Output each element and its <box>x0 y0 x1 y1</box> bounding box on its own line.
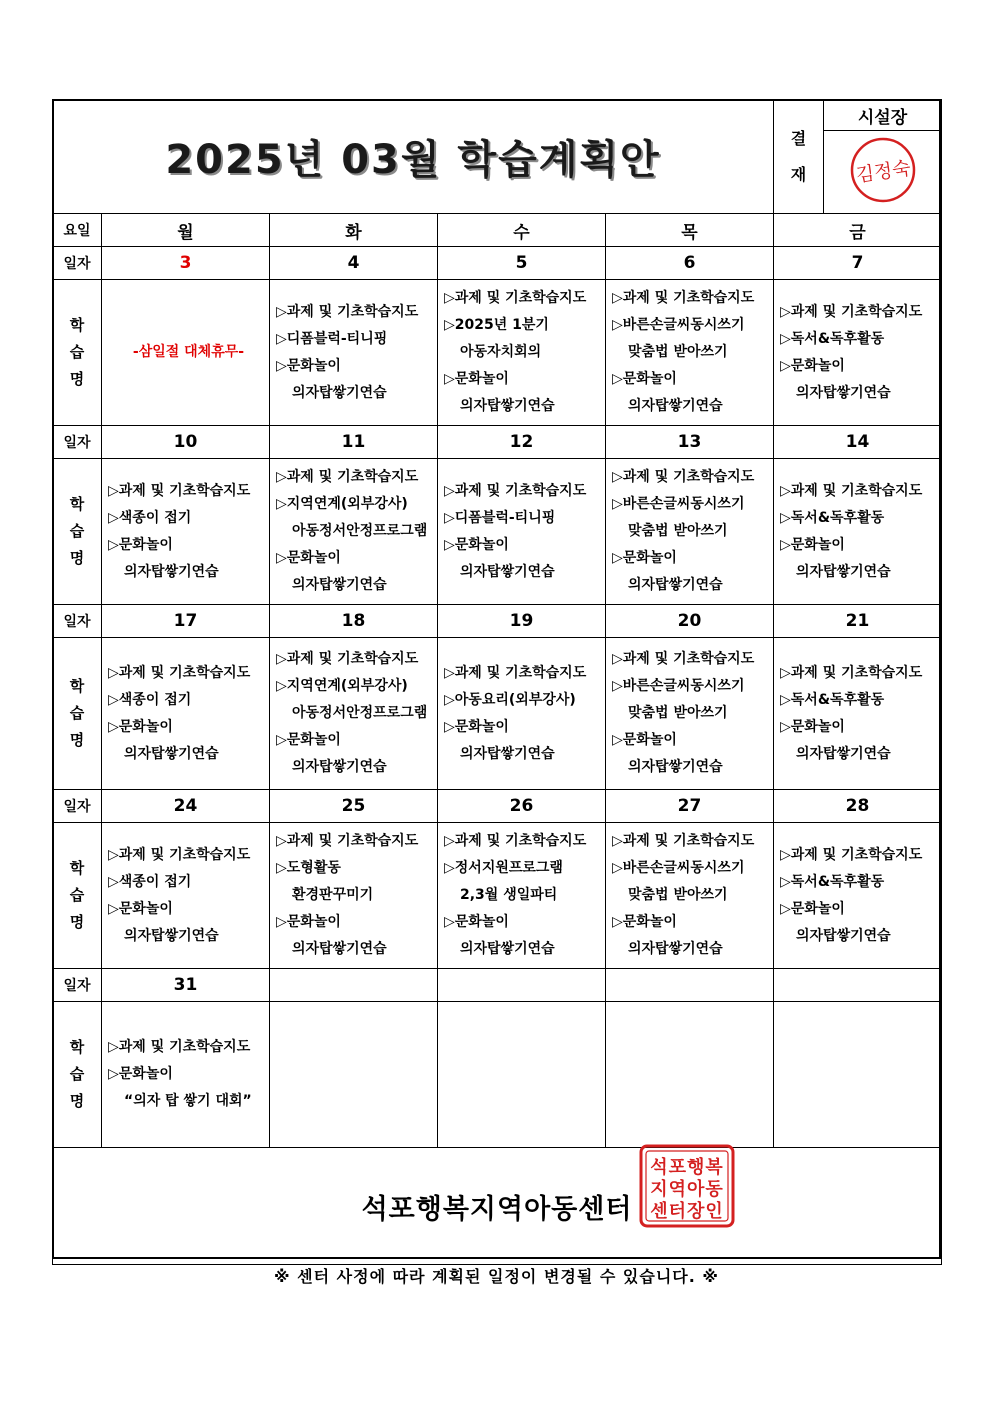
activity-line: ▷문화놀이 <box>444 718 509 735</box>
activity-line: ▷문화놀이 <box>276 914 341 930</box>
center-seal <box>638 1143 736 1229</box>
activity-line: ▷문화놀이 <box>276 357 341 374</box>
activity-line: ▷과제 및 기초학습지도 <box>612 833 755 849</box>
date-cell: 19 <box>438 605 606 638</box>
activity-line: ▷2025년 1분기 <box>444 317 549 333</box>
approval-signature-cell <box>824 131 942 214</box>
activity-label <box>53 280 102 426</box>
date-cell: 18 <box>270 605 438 638</box>
date-cell: 10 <box>102 426 270 459</box>
activity-label-char: 명 <box>69 731 85 749</box>
date-row <box>53 605 942 638</box>
activity-line: 맞춤법 받아쓰기 <box>628 523 728 539</box>
activity-line: ▷문화놀이 <box>108 718 173 735</box>
activity-line: 의자탑쌓기연습 <box>460 398 555 414</box>
activity-line: 의자탑쌓기연습 <box>460 563 555 580</box>
activity-line: ▷문화놀이 <box>612 550 677 566</box>
activity-cell <box>438 823 606 969</box>
activity-line: 아동자치회의 <box>460 344 542 360</box>
weekday-label: 요일 <box>53 214 102 247</box>
plan-table <box>52 99 942 1265</box>
activity-line: ▷과제 및 기초학습지도 <box>276 469 419 485</box>
activity-line: 의자탑쌓기연습 <box>292 384 387 401</box>
activity-line: 의자탑쌓기연습 <box>124 927 219 944</box>
activity-cell <box>270 1002 438 1148</box>
activity-line: ▷과제 및 기초학습지도 <box>612 290 755 306</box>
activity-line: ▷디폼블럭-티니핑 <box>444 509 556 526</box>
approval-label-top: 결 <box>790 128 807 148</box>
approval-label <box>774 100 824 214</box>
activity-line: 의자탑쌓기연습 <box>796 927 891 944</box>
notice-text: ※ 센터 사정에 따라 계획된 일정이 변경될 수 있습니다. ※ <box>274 1267 719 1286</box>
activity-line: 의자탑쌓기연습 <box>628 759 723 775</box>
activity-line: ▷문화놀이 <box>444 371 509 387</box>
activity-line: ▷문화놀이 <box>612 914 677 930</box>
holiday-text: -삼일절 대체휴무- <box>132 344 245 360</box>
activity-line: ▷문화놀이 <box>276 550 341 566</box>
activity-line: 2,3월 생일파티 <box>460 887 558 903</box>
date-cell: 31 <box>102 969 270 1002</box>
center-name-text: 석포행복지역아동센터 <box>361 1193 633 1225</box>
activity-line: ▷문화놀이 <box>108 536 173 553</box>
date-row <box>53 426 942 459</box>
svg-text:김정숙: 김정숙 <box>853 157 912 187</box>
approval-head: 시설장 <box>824 100 942 131</box>
activity-cell <box>774 823 942 969</box>
activity-line: ▷지역연계(외부강사) <box>276 678 408 694</box>
activity-line: ▷문화놀이 <box>612 732 677 748</box>
date-row <box>53 969 942 1002</box>
date-cell: 11 <box>270 426 438 459</box>
activity-line: ▷디폼블럭-티니핑 <box>276 330 388 347</box>
weekday-wed: 수 <box>438 214 606 247</box>
activity-cell <box>606 823 774 969</box>
activity-line: ▷문화놀이 <box>276 732 341 748</box>
activity-cell <box>102 823 270 969</box>
activity-row <box>53 280 942 426</box>
date-label: 일자 <box>53 605 102 638</box>
weekday-tue: 화 <box>270 214 438 247</box>
activity-cell <box>774 1002 942 1148</box>
activity-cell <box>102 1002 270 1148</box>
activity-label <box>53 459 102 605</box>
activity-label-char: 학 <box>69 495 85 513</box>
activity-line: 의자탑쌓기연습 <box>460 745 555 762</box>
activity-line: ▷과제 및 기초학습지도 <box>108 1039 251 1055</box>
activity-line: ▷과제 및 기초학습지도 <box>444 290 587 306</box>
activity-line: ▷문화놀이 <box>780 357 845 374</box>
activity-cell <box>438 1002 606 1148</box>
approval-label-bottom: 재 <box>790 164 807 184</box>
activity-line: ▷아동요리(외부강사) <box>444 691 576 708</box>
footer-cell <box>53 1148 942 1265</box>
activity-label-char: 학 <box>69 677 85 695</box>
date-label: 일자 <box>53 426 102 459</box>
activity-line: ▷문화놀이 <box>780 900 845 917</box>
activity-line: 의자탑쌓기연습 <box>292 577 387 593</box>
activity-cell <box>102 459 270 605</box>
activity-line: ▷과제 및 기초학습지도 <box>276 651 419 667</box>
date-cell: 4 <box>270 247 438 280</box>
activity-label-char: 명 <box>69 549 85 567</box>
date-cell <box>606 969 774 1002</box>
date-cell: 13 <box>606 426 774 459</box>
activity-row <box>53 823 942 969</box>
date-cell: 26 <box>438 790 606 823</box>
activity-cell <box>102 280 270 426</box>
activity-label-char: 명 <box>69 913 85 931</box>
activity-line: 의자탑쌓기연습 <box>628 577 723 593</box>
activity-label-char: 습 <box>69 704 85 722</box>
activity-cell <box>606 1002 774 1148</box>
activity-cell <box>438 638 606 790</box>
activity-cell <box>270 459 438 605</box>
date-cell: 28 <box>774 790 942 823</box>
date-row <box>53 790 942 823</box>
date-cell <box>438 969 606 1002</box>
date-row <box>53 247 942 280</box>
activity-line: ▷도형활동 <box>276 860 341 876</box>
activity-line: ▷과제 및 기초학습지도 <box>612 651 755 667</box>
activity-line: 아동정서안정프로그램 <box>292 523 428 539</box>
svg-text:석포행복: 석포행복 <box>649 1156 724 1178</box>
activity-line: ▷색종이 접기 <box>108 691 192 708</box>
activity-line: “의자 탑 쌓기 대회” <box>124 1093 252 1109</box>
activity-line: ▷지역연계(외부강사) <box>276 496 408 512</box>
activity-line: ▷과제 및 기초학습지도 <box>108 846 251 863</box>
activity-cell <box>438 459 606 605</box>
activity-line: ▷문화놀이 <box>444 914 509 930</box>
activity-label <box>53 823 102 969</box>
activity-line: ▷문화놀이 <box>612 371 677 387</box>
date-label: 일자 <box>53 247 102 280</box>
activity-line: ▷과제 및 기초학습지도 <box>612 469 755 485</box>
activity-cell <box>438 280 606 426</box>
activity-line: 의자탑쌓기연습 <box>628 941 723 957</box>
activity-label <box>53 638 102 790</box>
date-cell: 7 <box>774 247 942 280</box>
activity-line: ▷과제 및 기초학습지도 <box>444 664 587 681</box>
page-title: 2025년 03월 학습계획안 <box>165 137 661 183</box>
svg-text:센터장인: 센터장인 <box>649 1200 724 1222</box>
activity-line: ▷과제 및 기초학습지도 <box>780 846 923 863</box>
activity-line: ▷독서&독후활동 <box>780 509 885 526</box>
activity-line: ▷색종이 접기 <box>108 509 192 526</box>
activity-line: ▷과제 및 기초학습지도 <box>108 482 251 499</box>
activity-line: ▷과제 및 기초학습지도 <box>276 303 419 320</box>
activity-line: 맞춤법 받아쓰기 <box>628 705 728 721</box>
activity-line: ▷과제 및 기초학습지도 <box>780 303 923 320</box>
date-cell: 21 <box>774 605 942 638</box>
activity-line: ▷문화놀이 <box>108 900 173 917</box>
activity-line: ▷독서&독후활동 <box>780 691 885 708</box>
signature-seal <box>848 135 918 205</box>
activity-label-char: 명 <box>69 370 85 388</box>
title-cell <box>53 100 774 214</box>
activity-line: ▷과제 및 기초학습지도 <box>108 664 251 681</box>
activity-line: ▷문화놀이 <box>444 536 509 553</box>
activity-label-char: 학 <box>69 316 85 334</box>
activity-cell <box>774 459 942 605</box>
activity-cell <box>606 638 774 790</box>
activity-line: ▷바른손글씨동시쓰기 <box>612 860 745 876</box>
date-label: 일자 <box>53 790 102 823</box>
plan-sheet <box>52 99 941 1259</box>
activity-line: ▷바른손글씨동시쓰기 <box>612 317 745 333</box>
activity-line: ▷색종이 접기 <box>108 873 192 890</box>
date-cell: 14 <box>774 426 942 459</box>
activity-line: ▷문화놀이 <box>780 536 845 553</box>
date-cell: 12 <box>438 426 606 459</box>
activity-line: 의자탑쌓기연습 <box>124 563 219 580</box>
date-cell: 17 <box>102 605 270 638</box>
date-cell <box>774 969 942 1002</box>
weekday-fri: 금 <box>774 214 942 247</box>
date-cell <box>270 969 438 1002</box>
activity-line: ▷문화놀이 <box>780 718 845 735</box>
activity-cell <box>606 280 774 426</box>
activity-label-char: 학 <box>69 1038 85 1056</box>
weekday-row <box>53 214 942 247</box>
activity-line: ▷과제 및 기초학습지도 <box>276 833 419 849</box>
activity-label <box>53 1002 102 1148</box>
activity-label-char: 습 <box>69 1065 85 1083</box>
activity-label-char: 습 <box>69 522 85 540</box>
activity-cell <box>270 638 438 790</box>
date-cell: 24 <box>102 790 270 823</box>
activity-line: 의자탑쌓기연습 <box>628 398 723 414</box>
activity-row <box>53 459 942 605</box>
activity-line: ▷독서&독후활동 <box>780 330 885 347</box>
activity-cell <box>102 638 270 790</box>
activity-label-char: 명 <box>69 1092 85 1110</box>
date-cell: 27 <box>606 790 774 823</box>
activity-line: ▷독서&독후활동 <box>780 873 885 890</box>
activity-line: 의자탑쌓기연습 <box>796 563 891 580</box>
activity-label-char: 학 <box>69 859 85 877</box>
activity-line: ▷과제 및 기초학습지도 <box>444 833 587 849</box>
activity-line: ▷과제 및 기초학습지도 <box>780 482 923 499</box>
svg-text:지역아동: 지역아동 <box>649 1178 724 1200</box>
date-label: 일자 <box>53 969 102 1002</box>
weekday-thu: 목 <box>606 214 774 247</box>
date-cell: 20 <box>606 605 774 638</box>
activity-cell <box>774 280 942 426</box>
activity-cell <box>606 459 774 605</box>
activity-line: ▷과제 및 기초학습지도 <box>780 664 923 681</box>
activity-line: 의자탑쌓기연습 <box>796 745 891 762</box>
activity-line: 의자탑쌓기연습 <box>460 941 555 957</box>
activity-row <box>53 1002 942 1148</box>
activity-cell <box>774 638 942 790</box>
date-cell: 6 <box>606 247 774 280</box>
activity-label-char: 습 <box>69 886 85 904</box>
weekday-mon: 월 <box>102 214 270 247</box>
activity-line: 의자탑쌓기연습 <box>796 384 891 401</box>
activity-line: 맞춤법 받아쓰기 <box>628 344 728 360</box>
activity-line: 아동정서안정프로그램 <box>292 705 428 721</box>
date-cell: 3 <box>102 247 270 280</box>
activity-line: ▷바른손글씨동시쓰기 <box>612 678 745 694</box>
date-cell: 5 <box>438 247 606 280</box>
center-name <box>361 1156 724 1226</box>
activity-line: 의자탑쌓기연습 <box>292 759 387 775</box>
activity-line: ▷정서지원프로그램 <box>444 860 563 876</box>
activity-row <box>53 638 942 790</box>
activity-cell <box>270 823 438 969</box>
activity-cell <box>270 280 438 426</box>
activity-line: 의자탑쌓기연습 <box>124 745 219 762</box>
activity-line: ▷바른손글씨동시쓰기 <box>612 496 745 512</box>
activity-line: 환경판꾸미기 <box>292 887 374 903</box>
activity-line: ▷과제 및 기초학습지도 <box>444 482 587 499</box>
activity-label-char: 습 <box>69 343 85 361</box>
date-cell: 25 <box>270 790 438 823</box>
activity-line: 맞춤법 받아쓰기 <box>628 887 728 903</box>
activity-line: 의자탑쌓기연습 <box>292 941 387 957</box>
activity-line: ▷문화놀이 <box>108 1066 173 1082</box>
